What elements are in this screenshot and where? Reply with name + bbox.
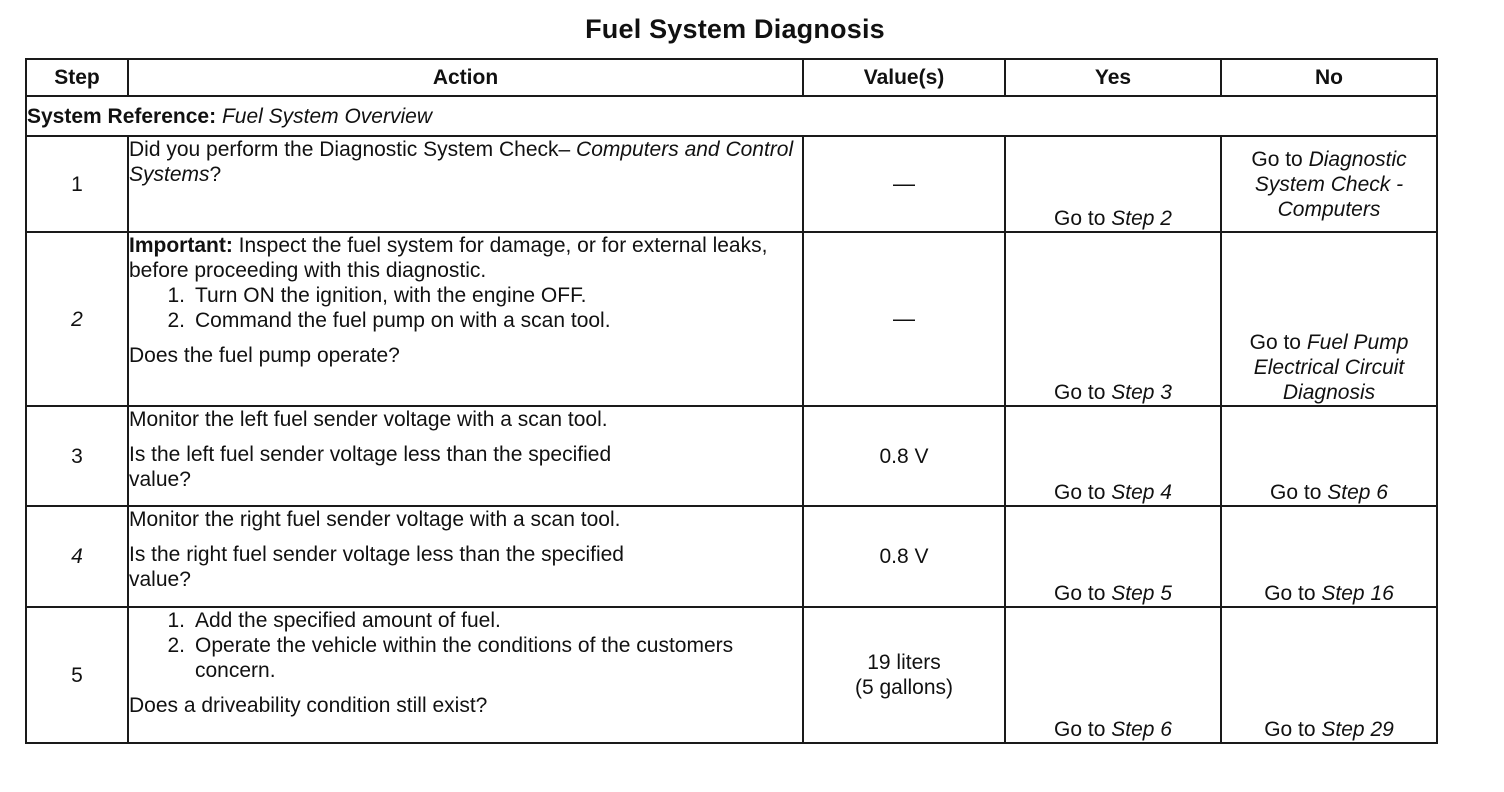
- yes-step-ref: Step 3: [1111, 381, 1172, 404]
- action-question: Does a driveability condition still exist?: [129, 694, 488, 717]
- system-reference-row: [26, 96, 1437, 136]
- no-step-ref: Step 29: [1321, 718, 1394, 741]
- action-cell: Monitor the right fuel sender voltage with a scan tool. Is the right fuel sender voltage less than the specified value?: [128, 506, 803, 607]
- yes-step-ref: Step 4: [1111, 481, 1172, 504]
- table-row: [26, 607, 1437, 743]
- no-cell: Go to Step 16: [1221, 506, 1437, 607]
- yes-step-ref: Step 2: [1111, 207, 1172, 230]
- header-row: [26, 59, 1437, 96]
- system-reference-label: System Reference:: [27, 104, 217, 128]
- yes-cell: Go to Step 4: [1005, 406, 1221, 506]
- header-values: Value(s): [803, 59, 1005, 96]
- step-number: 3: [26, 406, 128, 506]
- action-question: Is the right fuel sender voltage less than the specified value?: [129, 543, 624, 591]
- list-item: 2. Operate the vehicle within the conditions of the customers concern.: [167, 634, 734, 682]
- yes-cell: Go to Step 3: [1005, 232, 1221, 406]
- list-item: 1. Add the specified amount of fuel.: [167, 609, 501, 632]
- action-cell: [128, 607, 803, 743]
- yes-step-ref: Step 5: [1111, 582, 1172, 605]
- step-number: 2: [26, 232, 128, 406]
- yes-step-ref: Step 6: [1111, 718, 1172, 741]
- header-step: Step: [26, 59, 128, 96]
- value-cell: 19 liters (5 gallons): [803, 607, 1005, 743]
- header-yes: Yes: [1005, 59, 1221, 96]
- header-no: No: [1221, 59, 1437, 96]
- table-row: [26, 232, 1437, 406]
- yes-cell: Go to Step 5: [1005, 506, 1221, 607]
- no-cell: Go to Diagnostic System Check - Computers: [1221, 136, 1437, 232]
- action-cell: Important: Inspect the fuel system for damage, or for external leaks, before proceeding with this diagnostic. 1. Turn ON the ignition, with the engine OFF. 2. Command the fuel pump on with a scan tool. Does the fuel pump operate?: [128, 232, 803, 406]
- yes-cell: Go to Step 2: [1005, 136, 1221, 232]
- no-step-ref: Step 6: [1327, 481, 1388, 504]
- action-text: Did you perform the Diagnostic System Check– Computers and Control Systems?: [129, 138, 794, 186]
- no-cell: Go to Step 6: [1221, 406, 1437, 506]
- action-question: Does the fuel pump operate?: [129, 344, 400, 367]
- no-cell: Go to Fuel Pump Electrical Circuit Diagnosis: [1221, 232, 1437, 406]
- no-cell: Go to Step 29: [1221, 607, 1437, 743]
- header-action: Action: [128, 59, 803, 96]
- no-step-ref: Step 16: [1321, 582, 1394, 605]
- step-number: 1: [26, 136, 128, 232]
- diagnosis-table: [25, 58, 1438, 744]
- action-question: Is the left fuel sender voltage less than the specified value?: [129, 443, 612, 491]
- page-title: Fuel System Diagnosis: [585, 14, 885, 44]
- value-cell: —: [803, 136, 1005, 232]
- action-cell: [128, 136, 803, 232]
- important-label: Important:: [129, 234, 233, 257]
- value-cell: —: [803, 232, 1005, 406]
- table-row: [26, 506, 1437, 607]
- table-row: [26, 406, 1437, 506]
- value-cell: 0.8 V: [803, 506, 1005, 607]
- action-cell: Monitor the left fuel sender voltage with a scan tool. Is the left fuel sender voltage less than the specified value?: [128, 406, 803, 506]
- list-item: 2. Command the fuel pump on with a scan tool.: [167, 309, 611, 332]
- system-reference-link: Fuel System Overview: [221, 104, 432, 128]
- step-number: 5: [26, 607, 128, 743]
- table-row: [26, 136, 1437, 232]
- list-item: 1. Turn ON the ignition, with the engine OFF.: [167, 284, 587, 307]
- value-cell: 0.8 V: [803, 406, 1005, 506]
- yes-cell: Go to Step 6: [1005, 607, 1221, 743]
- step-number: 4: [26, 506, 128, 607]
- system-reference: [26, 96, 1437, 136]
